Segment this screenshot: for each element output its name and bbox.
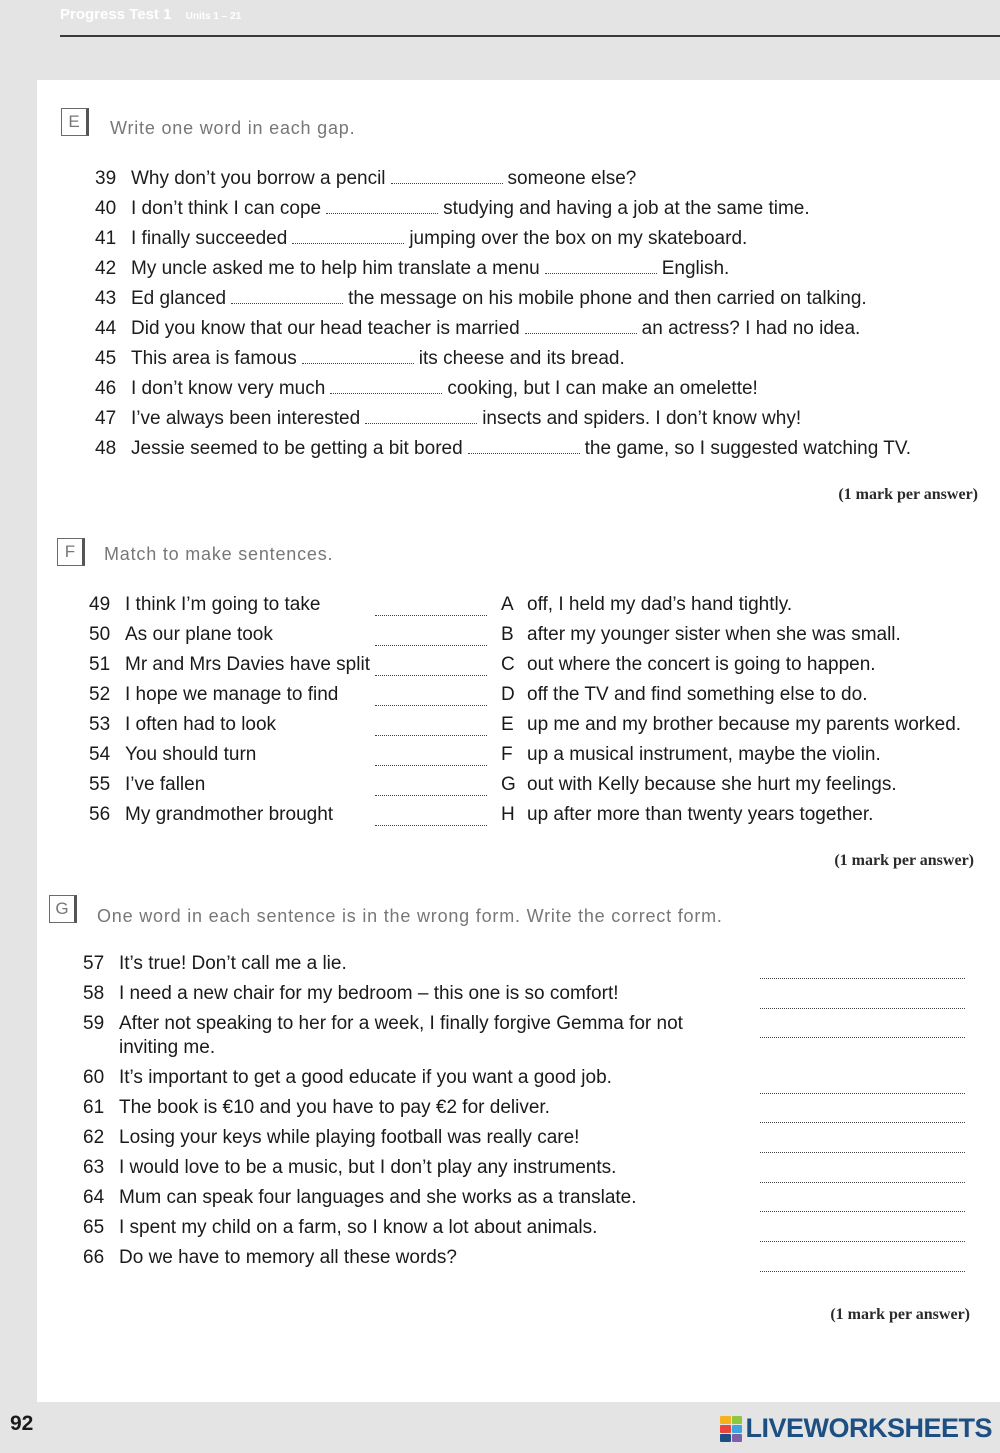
option-letter: E [501,714,514,735]
answer-line-66[interactable] [760,1269,965,1272]
question-text: I spent my child on a farm, so I know a lot about animals. [119,1217,598,1238]
question-text-after: insects and spiders. I don’t know why! [482,408,802,429]
question-text: The book is €10 and you have to pay €2 for deliver. [119,1097,550,1118]
match-stem-52 [89,682,338,708]
stem-text: I’ve fallen [125,774,206,795]
answer-gap-39[interactable] [391,169,503,184]
logo-tile [732,1434,743,1442]
answer-gap-41[interactable] [292,229,404,244]
question-39 [95,166,636,192]
match-stem-53 [89,712,276,738]
answer-line-57[interactable] [760,976,965,979]
answer-gap-43[interactable] [231,289,343,304]
question-number: 59 [83,1013,105,1034]
stem-text: As our plane took [125,624,273,645]
section-f-letter: F [57,538,85,566]
question-text-before: Why don’t you borrow a pencil [131,168,386,189]
section-e-marks: (1 mark per answer) [838,486,978,503]
stem-text: My grandmother brought [125,804,334,825]
question-44 [95,316,860,342]
question-number: 45 [95,348,117,369]
match-option-f [501,742,881,768]
question-text: It’s true! Don’t call me a lie. [119,953,347,974]
answer-gap-44[interactable] [525,319,637,334]
question-43 [95,286,867,312]
option-text: out with Kelly because she hurt my feelings. [527,774,897,795]
logo-tile [720,1425,731,1433]
question-text-before: I don’t think I can cope [131,198,322,219]
option-letter: C [501,654,515,675]
section-g-letter: G [49,895,77,923]
question-number: 64 [83,1187,105,1208]
logo-tile [720,1416,731,1424]
answer-gap-46[interactable] [330,379,442,394]
liveworksheets-logo-icon [720,1416,742,1442]
question-number: 58 [83,983,105,1004]
match-answer-56[interactable] [375,823,487,826]
section-e-letter: E [61,108,89,136]
question-number: 63 [83,1157,105,1178]
question-number: 43 [95,288,117,309]
stem-text: Mr and Mrs Davies have split [125,654,370,675]
stem-text: You should turn [125,744,257,765]
question-number: 49 [89,594,111,615]
question-46 [95,376,758,402]
answer-gap-42[interactable] [545,259,657,274]
answer-line-58[interactable] [760,1006,965,1009]
match-answer-52[interactable] [375,703,487,706]
question-number: 57 [83,953,105,974]
question-48 [95,436,911,462]
logo-tile [720,1434,731,1442]
question-text: I would love to be a music, but I don’t play any instruments. [119,1157,617,1178]
liveworksheets-brand[interactable] [720,1413,992,1444]
match-stem-50 [89,622,273,648]
question-number: 52 [89,684,111,705]
question-number: 41 [95,228,117,249]
answer-line-64[interactable] [760,1209,965,1212]
match-stem-54 [89,742,256,768]
option-text: out where the concert is going to happen. [527,654,876,675]
option-letter: A [501,594,514,615]
match-stem-51 [89,652,370,678]
answer-line-59[interactable] [760,1035,965,1038]
question-text-after: studying and having a job at the same time. [443,198,810,219]
question-number: 62 [83,1127,105,1148]
match-answer-50[interactable] [375,643,487,646]
question-text-after: someone else? [507,168,637,189]
question-45 [95,346,625,372]
question-number: 48 [95,438,117,459]
question-number: 54 [89,744,111,765]
match-answer-49[interactable] [375,613,487,616]
question-number: 42 [95,258,117,279]
section-f-instruction: Match to make sentences. [104,544,334,564]
section-g-marks: (1 mark per answer) [830,1306,970,1323]
answer-line-65[interactable] [760,1239,965,1242]
question-number: 46 [95,378,117,399]
match-stem-55 [89,772,205,798]
question-text-after: the game, so I suggested watching TV. [584,438,912,459]
question-number: 60 [83,1067,105,1088]
question-text-after: an actress? I had no idea. [641,318,861,339]
question-40 [95,196,810,222]
option-letter: B [501,624,514,645]
question-number: 50 [89,624,111,645]
question-text-before: I’ve always been interested [131,408,361,429]
question-number: 53 [89,714,111,735]
question-47 [95,406,801,432]
match-stem-56 [89,802,333,828]
match-option-c [501,652,876,678]
option-text: up a musical instrument, maybe the violin. [527,744,881,765]
match-answer-54[interactable] [375,763,487,766]
section-g-instruction: One word in each sentence is in the wrong form. Write the correct form. [97,906,723,926]
match-option-h [501,802,873,828]
question-number: 56 [89,804,111,825]
question-text-after: cooking, but I can make an omelette! [447,378,758,399]
question-number: 39 [95,168,117,189]
question-text: After not speaking to her for a week, I finally forgive Gemma for not inviting me. [119,1013,683,1058]
page-header [60,6,241,23]
question-42 [95,256,729,282]
header-rule [60,35,1000,37]
worksheet-page [37,80,1000,1402]
question-number: 66 [83,1247,105,1268]
question-text-before: Ed glanced [131,288,227,309]
question-number: 44 [95,318,117,339]
option-text: up after more than twenty years together. [527,804,874,825]
units-range: Units 1 – 21 [185,11,242,22]
question-number: 55 [89,774,111,795]
option-text: off the TV and find something else to do. [527,684,868,705]
stem-text: I think I’m going to take [125,594,321,615]
option-letter: G [501,774,516,795]
answer-line-63[interactable] [760,1180,965,1183]
question-number: 65 [83,1217,105,1238]
match-option-g [501,772,897,798]
question-number: 47 [95,408,117,429]
stem-text: I often had to look [125,714,277,735]
question-number: 61 [83,1097,105,1118]
question-text-before: I finally succeeded [131,228,288,249]
question-text: Mum can speak four languages and she works as a translate. [119,1187,637,1208]
stem-text: I hope we manage to find [125,684,339,705]
question-text-after: English. [661,258,730,279]
section-e-instruction: Write one word in each gap. [110,118,356,138]
test-title: Progress Test 1 [60,6,172,23]
brand-text: LIVEWORKSHEETS [745,1413,992,1443]
question-text: It’s important to get a good educate if you want a good job. [119,1067,612,1088]
answer-gap-48[interactable] [468,439,580,454]
match-answer-55[interactable] [375,793,487,796]
option-letter: F [501,744,513,765]
option-letter: H [501,804,515,825]
page-number: 92 [10,1412,34,1435]
question-text-after: the message on his mobile phone and then carried on talking. [348,288,867,309]
answer-gap-45[interactable] [302,349,414,364]
option-letter: D [501,684,515,705]
match-answer-51[interactable] [375,673,487,676]
question-number: 51 [89,654,111,675]
option-text: off, I held my dad’s hand tightly. [527,594,793,615]
question-text: Losing your keys while playing football was really care! [119,1127,580,1148]
question-number: 40 [95,198,117,219]
question-text-before: I don’t know very much [131,378,326,399]
answer-gap-47[interactable] [365,409,477,424]
question-41 [95,226,747,252]
answer-line-61[interactable] [760,1120,965,1123]
answer-gap-40[interactable] [326,199,438,214]
match-option-d [501,682,867,708]
section-f-marks: (1 mark per answer) [834,852,974,869]
logo-tile [732,1416,743,1424]
answer-line-62[interactable] [760,1150,965,1153]
option-text: after my younger sister when she was small. [527,624,901,645]
question-text-after: its cheese and its bread. [418,348,625,369]
question-text-after: jumping over the box on my skateboard. [409,228,748,249]
question-text-before: Jessie seemed to be getting a bit bored [131,438,463,459]
match-option-a [501,592,792,618]
match-stem-49 [89,592,320,618]
option-text: up me and my brother because my parents worked. [527,714,962,735]
logo-tile [732,1425,743,1433]
match-option-e [501,712,961,738]
answer-line-60[interactable] [760,1091,965,1094]
question-text-before: Did you know that our head teacher is married [131,318,520,339]
question-text-before: My uncle asked me to help him translate a menu [131,258,540,279]
match-answer-53[interactable] [375,733,487,736]
question-text: Do we have to memory all these words? [119,1247,457,1268]
match-option-b [501,622,901,648]
question-text: I need a new chair for my bedroom – this one is so comfort! [119,983,619,1004]
question-text-before: This area is famous [131,348,297,369]
